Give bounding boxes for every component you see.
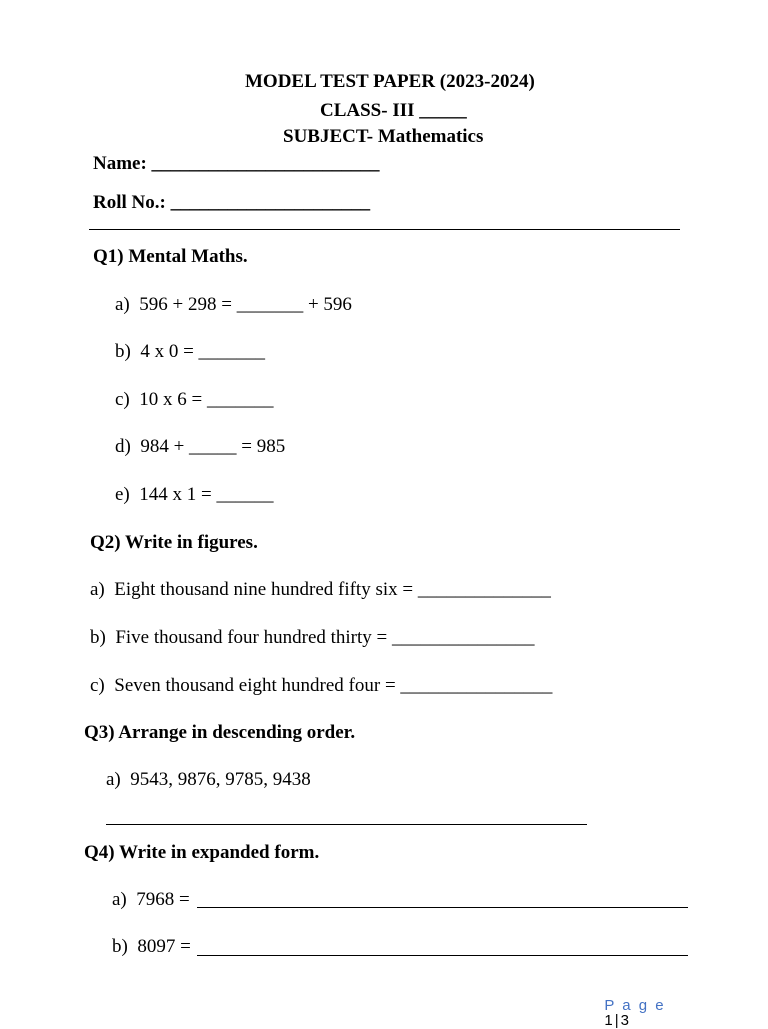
- q1-item-a: a) 596 + 298 = _______ + 596: [115, 294, 352, 315]
- q1-item-c: c) 10 x 6 = _______: [115, 389, 274, 410]
- q4-heading: Q4) Write in expanded form.: [84, 842, 320, 863]
- q1-item-b: b) 4 x 0 = _______: [115, 341, 266, 362]
- class-line: CLASS- III _____: [320, 100, 467, 121]
- q3-item-a: a) 9543, 9876, 9785, 9438: [106, 769, 311, 790]
- name-field: Name: ________________________: [93, 153, 380, 174]
- q4-a-answer-line: [197, 907, 688, 908]
- q1-item-e: e) 144 x 1 = ______: [115, 484, 274, 505]
- page-separator: |: [614, 1012, 621, 1029]
- page-title: MODEL TEST PAPER (2023-2024): [245, 71, 535, 92]
- q2-heading: Q2) Write in figures.: [90, 532, 258, 553]
- q3-heading: Q3) Arrange in descending order.: [84, 722, 356, 743]
- page-number: 1: [604, 1012, 615, 1029]
- page-word: P a g e: [604, 997, 666, 1014]
- page-total: 3: [620, 1012, 631, 1029]
- q2-item-a: a) Eight thousand nine hundred fifty six = ______________: [90, 579, 551, 600]
- q3-answer-line: [106, 824, 587, 825]
- q4-item-a: a) 7968 =: [112, 889, 190, 910]
- q4-b-answer-line: [197, 955, 688, 956]
- q4-item-b: b) 8097 =: [112, 936, 191, 957]
- roll-number-field: Roll No.: _____________________: [93, 192, 371, 213]
- header-divider: [89, 229, 680, 230]
- q1-item-d: d) 984 + _____ = 985: [115, 436, 286, 457]
- q2-item-b: b) Five thousand four hundred thirty = _______________: [90, 627, 535, 648]
- page-footer: [592, 983, 666, 1028]
- q1-heading: Q1) Mental Maths.: [93, 246, 248, 267]
- subject-line: SUBJECT- Mathematics: [283, 126, 484, 147]
- q2-item-c: c) Seven thousand eight hundred four = ________________: [90, 675, 553, 696]
